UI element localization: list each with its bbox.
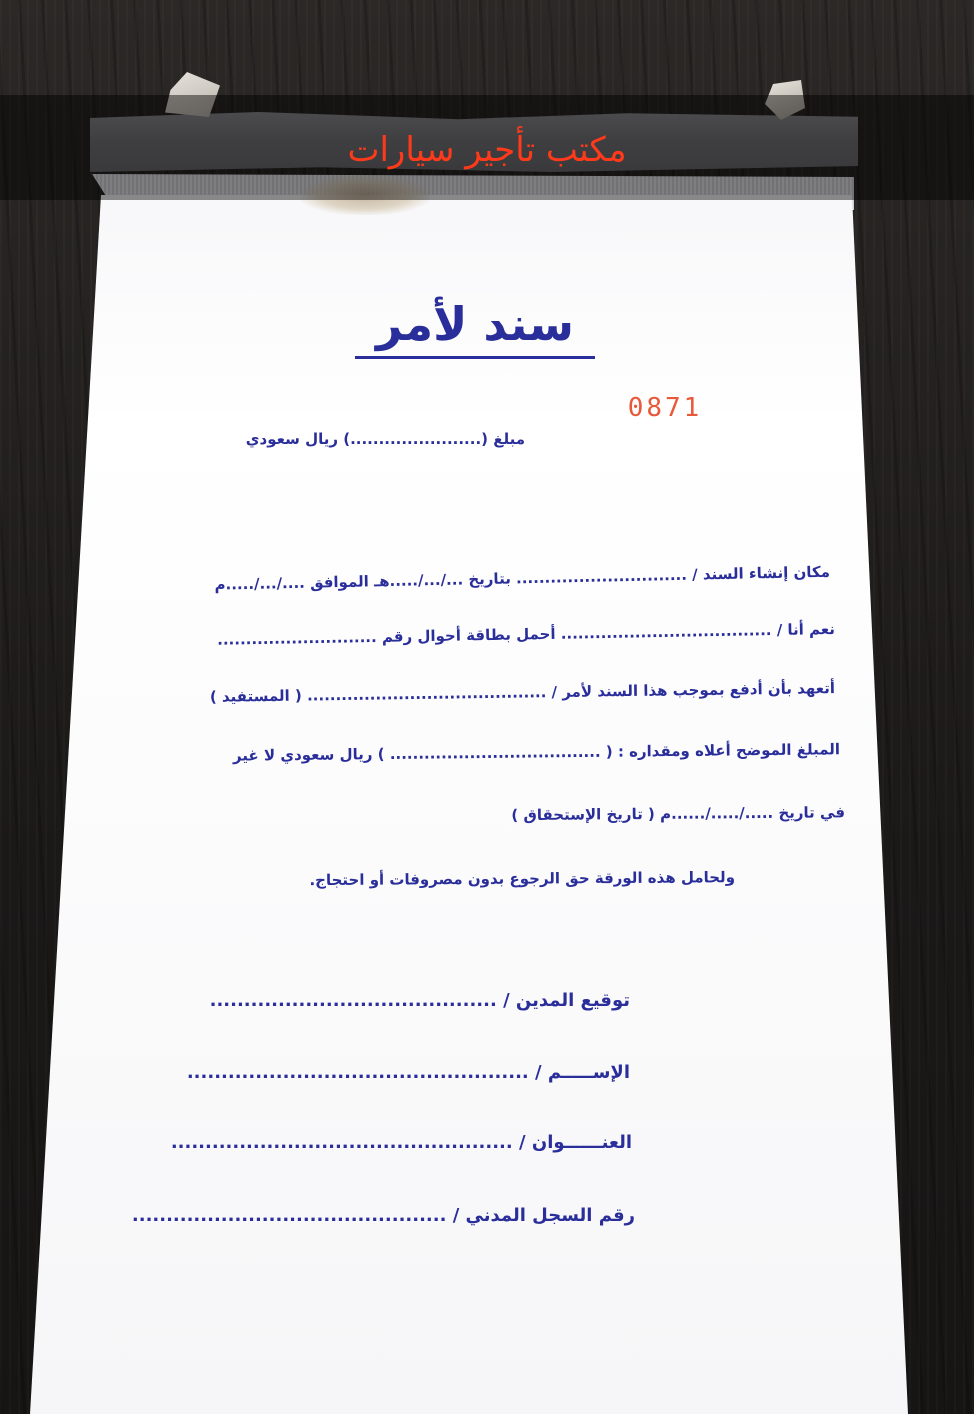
- signature-line-address: العنــــــوان / ..................................................: [170, 1132, 632, 1153]
- signature-line-debtor: توقيع المدين / ..........................................: [209, 990, 630, 1011]
- form-line-name-id: نعم أنا / ..................................... أحمل بطاقة أحوال رقم ............................: [217, 619, 836, 649]
- amount-line: مبلغ (.......................) ريال سعودي: [245, 430, 525, 448]
- document-title: سند لأمر: [355, 292, 595, 359]
- form-line-place-date: مكان إنشاء السند / .............................. بتاريخ .../.../.....هـ الموافق ..../.../.....م: [214, 562, 831, 594]
- form-line-beneficiary: أتعهد بأن أدفع بموجب هذا السند لأمر / .......................................... ( المستفيد ): [209, 679, 836, 706]
- serial-number: 0871: [627, 393, 703, 423]
- signature-line-civil-id: رقم السجل المدني / ..............................................: [131, 1205, 635, 1226]
- form-line-holder-rights: ولحامل هذه الورقة حق الرجوع بدون مصروفات أو احتجاج.: [309, 868, 736, 890]
- signature-line-name: الإســـــم / ..................................................: [186, 1062, 630, 1083]
- caption-text: مكتب تأجير سيارات: [347, 130, 627, 170]
- form-line-due-date: في تاريخ ...../...../......م ( تاريخ الإستحقاق ): [511, 803, 846, 825]
- form-line-amount-words: المبلغ الموضح أعلاه ومقداره : ( ..................................... ) ريال سعودي لا غير: [232, 740, 841, 765]
